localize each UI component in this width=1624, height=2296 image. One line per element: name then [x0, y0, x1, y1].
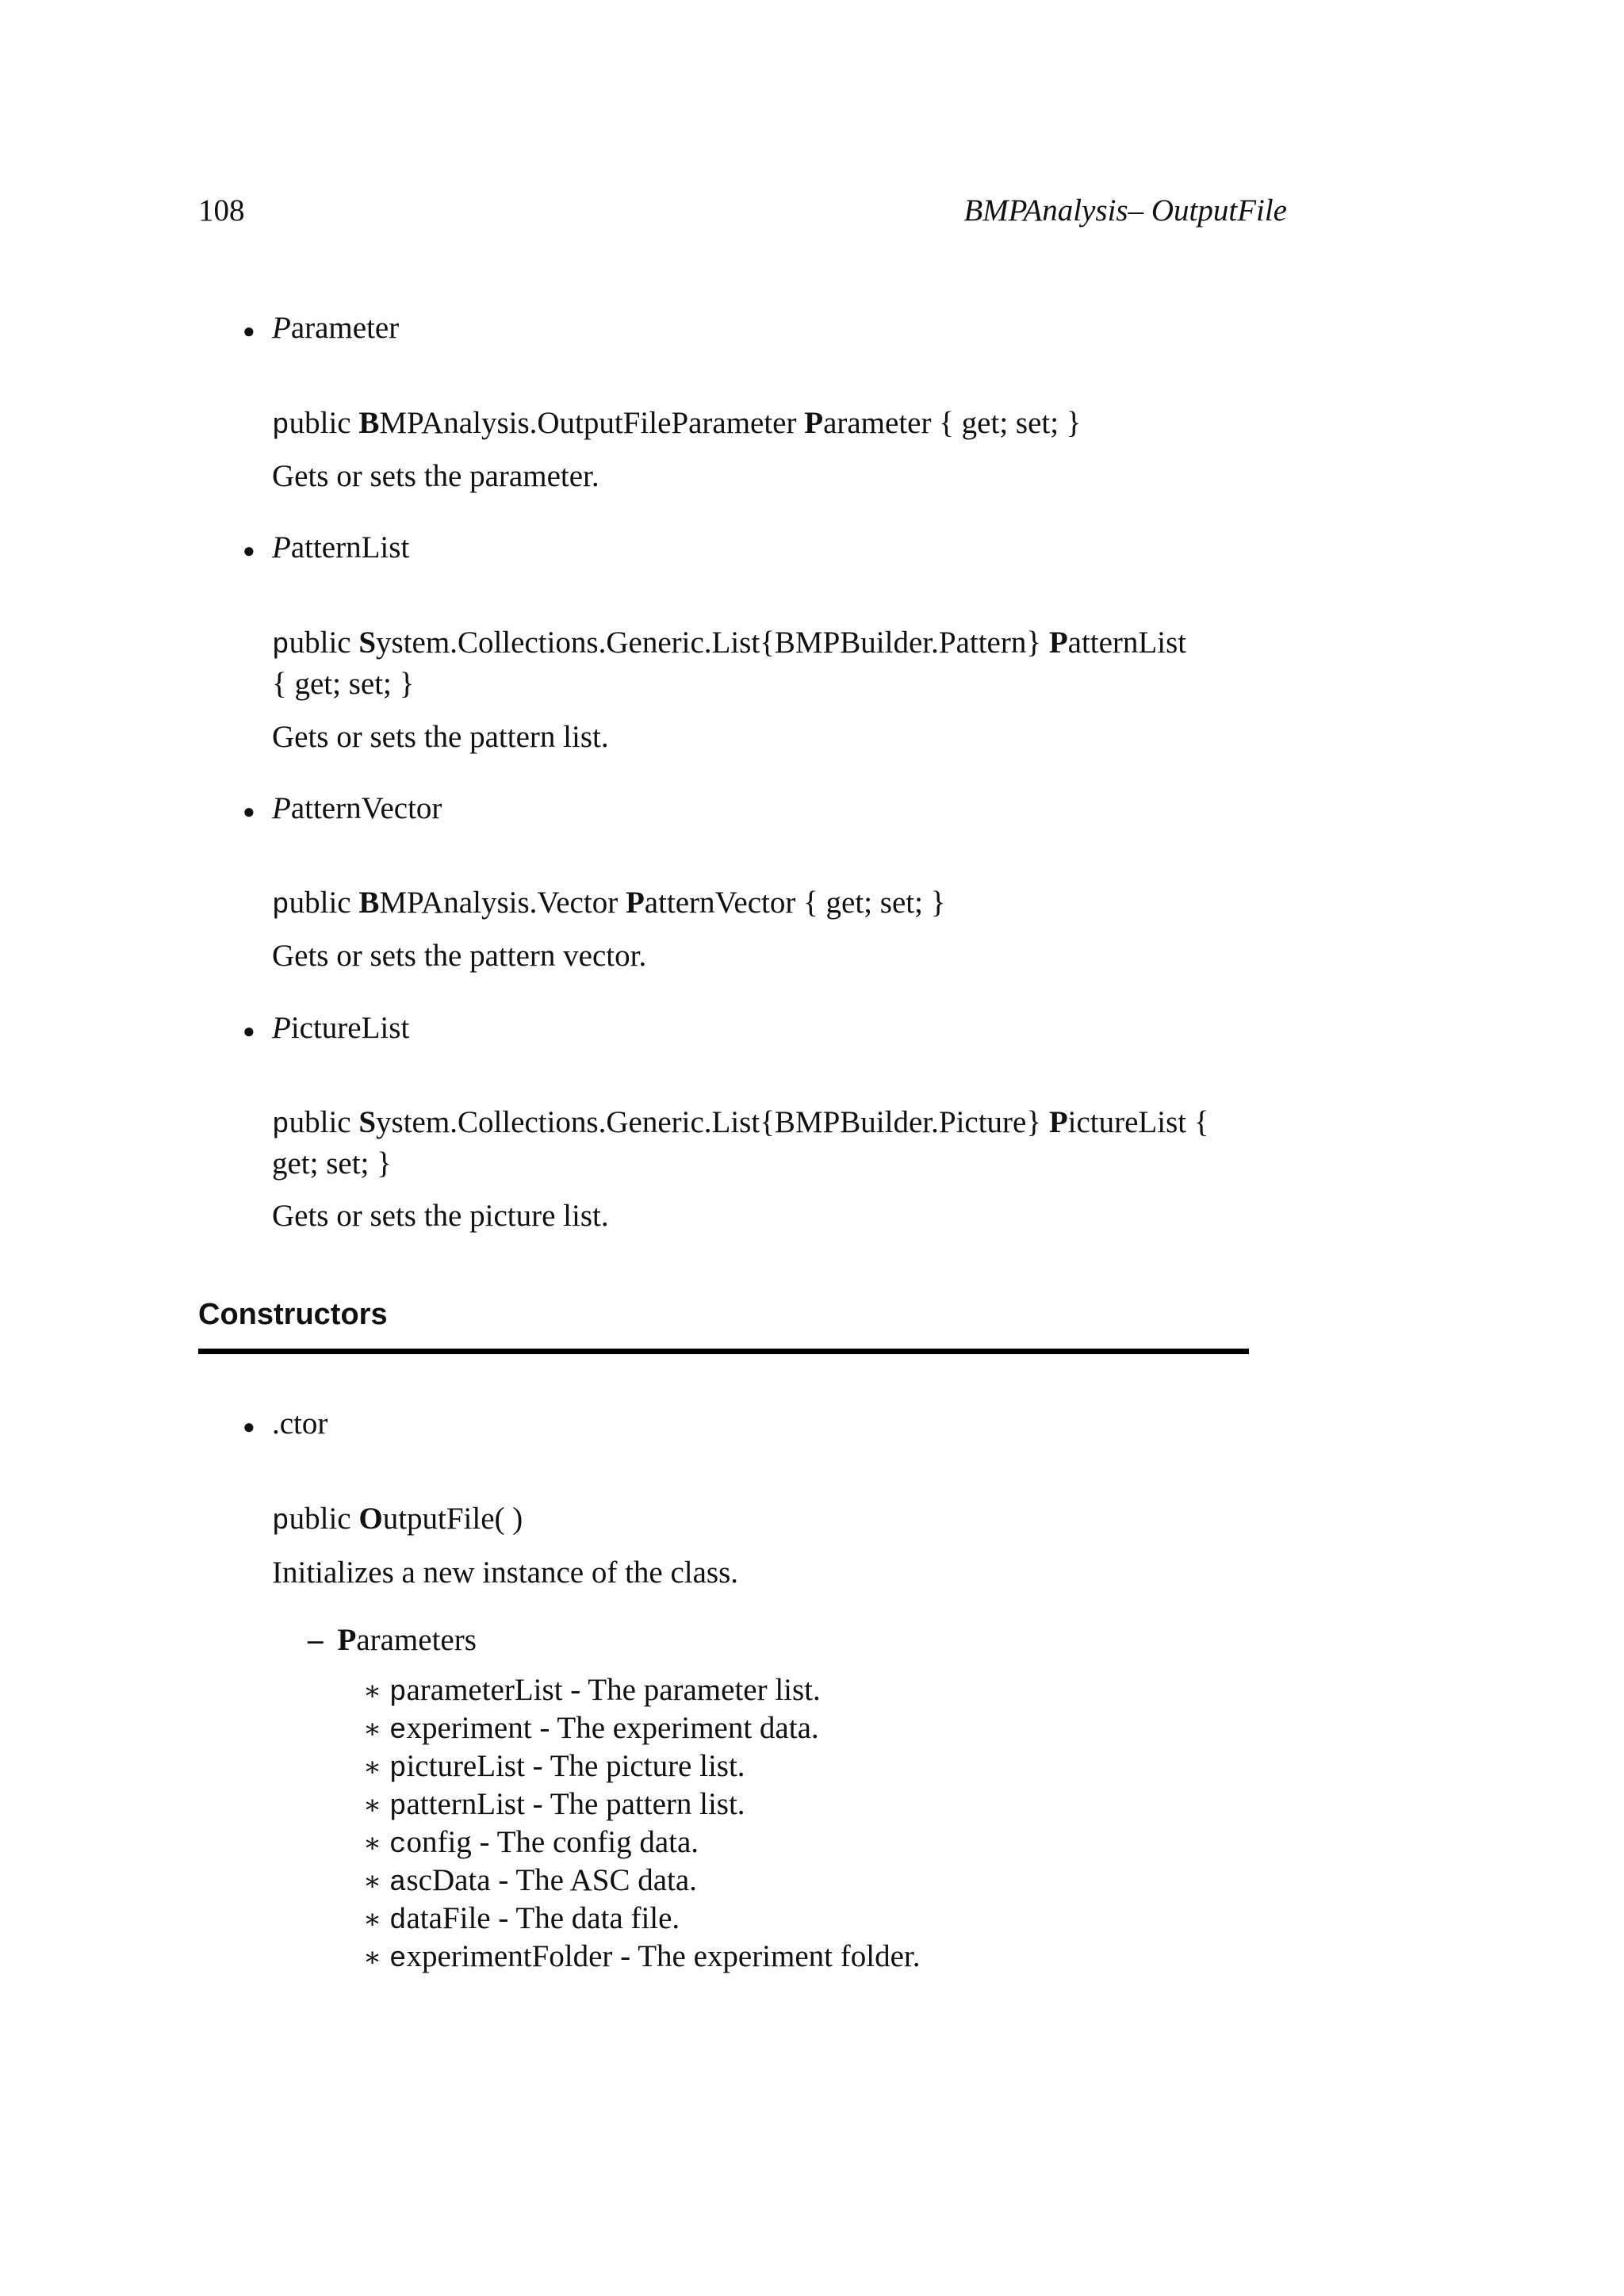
property-description-picturelist: Gets or sets the picture list. [272, 1199, 609, 1233]
bullet-icon: ● [243, 539, 255, 562]
asterisk-icon: ∗ [363, 1715, 382, 1744]
list-item: ∗ experimentFolder - The experiment folder. [363, 1939, 921, 1975]
section-rule [198, 1349, 1249, 1354]
bullet-icon: ● [243, 320, 255, 342]
list-item: ∗ config - The config data. [363, 1825, 699, 1861]
list-item: ∗ pictureList - The picture list. [363, 1749, 745, 1785]
bullet-icon: ● [243, 1415, 255, 1438]
asterisk-icon: ∗ [363, 1677, 382, 1706]
property-item-patternvector [243, 788, 255, 832]
list-item: ∗ dataFile - The data file. [363, 1901, 680, 1937]
bullet-icon: ● [243, 800, 255, 823]
property-signature-picturelist-cont: get; set; } [272, 1146, 392, 1181]
section-heading-constructors: Constructors [198, 1298, 388, 1331]
asterisk-icon: ∗ [363, 1753, 382, 1782]
list-item: ∗ parameterList - The parameter list. [363, 1673, 821, 1709]
property-title-patternlist: PatternList [272, 530, 410, 564]
constructor-title: .ctor [272, 1406, 328, 1441]
property-item-picturelist [243, 1008, 255, 1052]
property-signature-parameter: public BMPAnalysis.OutputFileParameter Parameter { get; set; } [272, 406, 1082, 442]
constructor-item [243, 1403, 255, 1448]
property-signature-picturelist: public System.Collections.Generic.List{BMPBuilder.Picture} PictureList { [272, 1105, 1209, 1141]
constructor-description: Initializes a new instance of the class. [272, 1556, 739, 1590]
property-signature-patternlist: public System.Collections.Generic.List{BMPBuilder.Pattern} PatternList [272, 626, 1187, 661]
property-signature-patternvector: public BMPAnalysis.Vector PatternVector { get; set; } [272, 886, 946, 921]
property-description-patternlist: Gets or sets the pattern list. [272, 720, 609, 754]
list-item: ∗ patternList - The pattern list. [363, 1787, 745, 1823]
bullet-icon: ● [243, 1020, 255, 1043]
list-item: ∗ experiment - The experiment data. [363, 1711, 819, 1747]
constructor-signature: public OutputFile( ) [272, 1502, 523, 1537]
asterisk-icon: ∗ [363, 1905, 382, 1934]
asterisk-icon: ∗ [363, 1867, 382, 1896]
list-item: ∗ ascData - The ASC data. [363, 1863, 697, 1899]
property-signature-patternlist-cont: { get; set; } [272, 667, 415, 701]
property-title-parameter: Parameter [272, 311, 400, 345]
property-item-patternlist [243, 527, 255, 572]
asterisk-icon: ∗ [363, 1943, 382, 1973]
page-number: 108 [198, 193, 245, 228]
property-description-parameter: Gets or sets the parameter. [272, 459, 599, 493]
property-title-patternvector: PatternVector [272, 791, 442, 825]
property-title-picturelist: PictureList [272, 1011, 410, 1045]
asterisk-icon: ∗ [363, 1829, 382, 1858]
property-description-patternvector: Gets or sets the pattern vector. [272, 939, 647, 973]
dash-icon: – [308, 1623, 324, 1657]
property-item-parameter [243, 308, 255, 352]
parameter-list [363, 1672, 920, 1976]
running-title: BMPAnalysis– OutputFile [963, 193, 1287, 228]
parameters-heading: – Parameters [308, 1623, 477, 1657]
asterisk-icon: ∗ [363, 1791, 382, 1820]
